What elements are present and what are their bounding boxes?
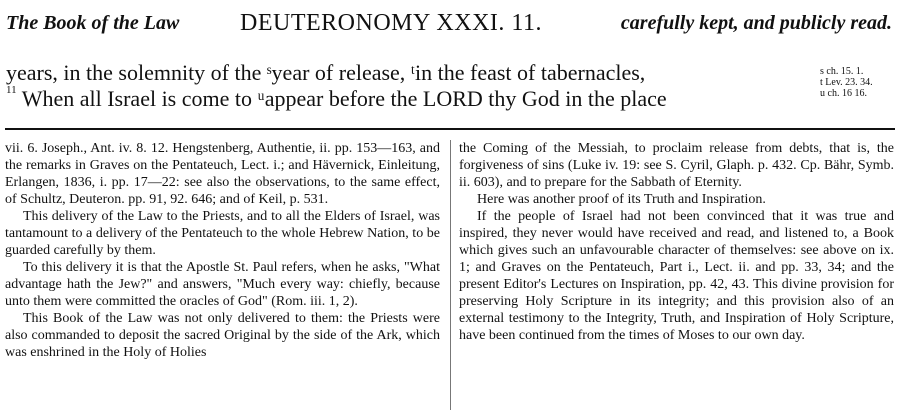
commentary-paragraph: Here was another proof of its Truth and Inspiration. xyxy=(477,192,766,207)
section-divider xyxy=(5,128,895,130)
margin-ref: t Lev. 23. 34. xyxy=(820,77,873,88)
header-chapter-ref: DEUTERONOMY XXXI. 11. xyxy=(240,10,543,36)
commentary-paragraph: To this delivery it is that the Apostle St. Paul refers, when he asks, "What advantage hath the Jew?" and answers, "Much every way: chiefly, because unto them were committed the oracles of God" (Rom. iii. 1, 2). xyxy=(5,260,440,309)
commentary-right-column xyxy=(459,140,894,344)
header-left-title: The Book of the Law xyxy=(6,12,180,34)
verse-line-2-text: When all Israel is come to ᵘappear before the LORD thy God in the place xyxy=(16,86,667,111)
commentary-paragraph: vii. 6. Joseph., Ant. iv. 8. 12. Hengstenberg, Authentie, ii. pp. 153—163, and the remarks in Graves on the Pentateuch, Lect. i.; and Hävernick, Einleitung, Erlangen, 1836, i. pp. 17—22: see also the observations, to the same effect, of Schultz, Deuteron. pp. 91, 92. 646; and of Keil, p. 531. xyxy=(5,141,440,207)
margin-references xyxy=(820,66,873,99)
header-right-title: carefully kept, and publicly read. xyxy=(620,12,892,34)
verse-line-2 xyxy=(6,86,667,112)
commentary-paragraph: This Book of the Law was not only delivered to them: the Priests were also commanded to deposit the sacred Original by the side of the Ark, which was enshrined in the Holy of Holies xyxy=(5,311,440,360)
commentary-paragraph: This delivery of the Law to the Priests, and to all the Elders of Israel, was tantamount to a delivery of the Pentateuch to the whole Hebrew Nation, to be guarded carefully by them. xyxy=(5,209,440,258)
page-header xyxy=(0,0,900,46)
margin-ref: s ch. 15. 1. xyxy=(820,66,864,77)
margin-ref: u ch. 16 16. xyxy=(820,88,867,99)
verse-line-1: years, in the solemnity of the ˢyear of release, ᵗin the feast of tabernacles, xyxy=(6,60,646,85)
commentary-paragraph: the Coming of the Messiah, to proclaim release from debts, that is, the forgiveness of sins (Luke iv. 19: see S. Cyril, Glaph. p. 432. Cp. Bähr, Symb. ii. 603), and to prepare for the Sabbath of Eternity. xyxy=(459,141,894,190)
commentary-paragraph: If the people of Israel had not been convinced that it was true and inspired, they never would have received and read, and listened to, a Book which gives such an unfavourable character of themselves: see above on ix. 1; and Graves on the Pentateuch, Part i., Lect. ii. and pp. 33, 34; and the present Editor's Lectures on Inspiration, pp. 42, 43. This divine provision for preserving Holy Scripture in its integrity; and this provision also of an external testimony to the Integrity, Truth, and Inspiration of Holy Scripture, have been continued from the times of Moses to our own day. xyxy=(459,209,894,343)
column-divider xyxy=(450,140,451,410)
verse-number: 11 xyxy=(6,84,17,96)
commentary-left-column xyxy=(5,140,440,361)
